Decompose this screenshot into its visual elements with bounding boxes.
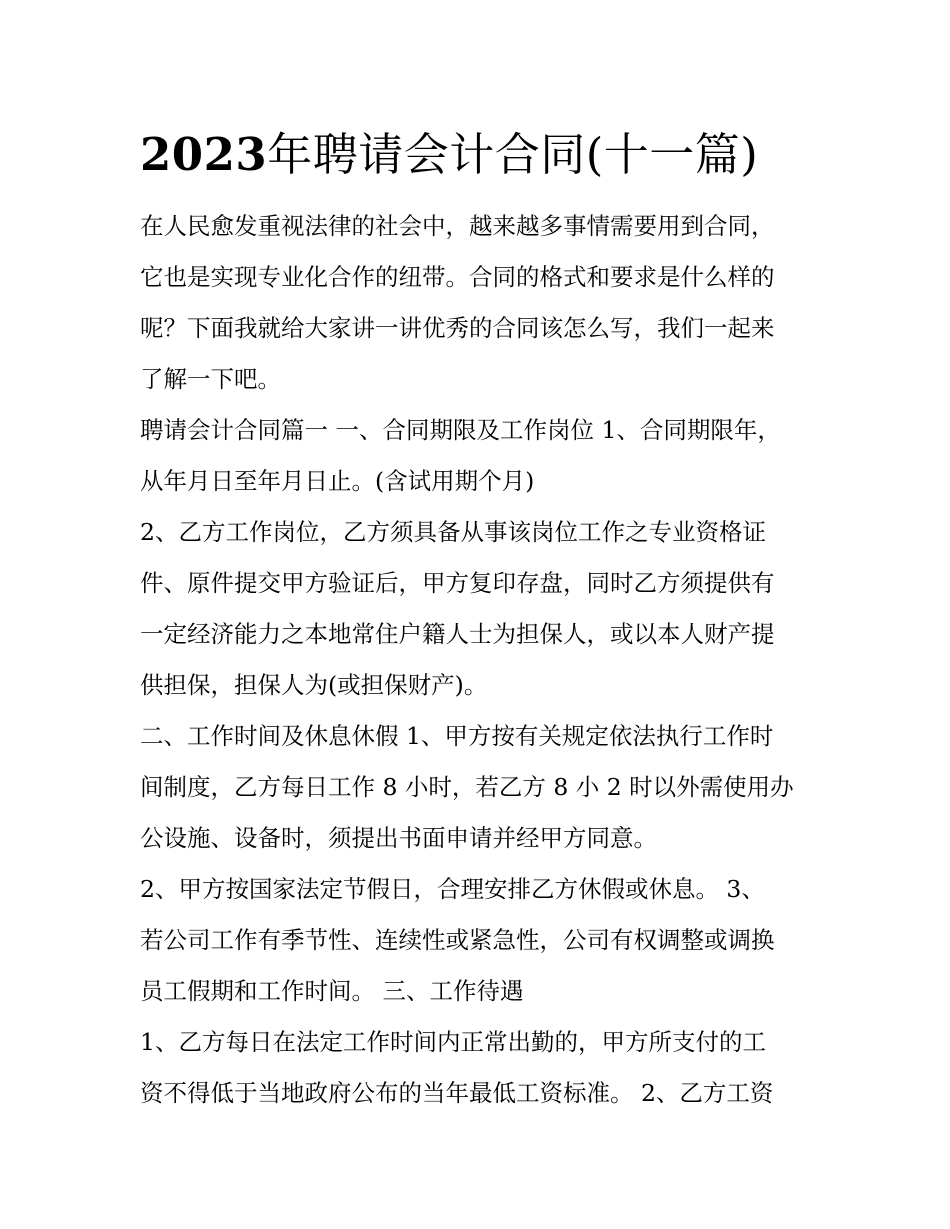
document-title <box>140 118 758 183</box>
text-line: 间制度，乙方每日工作 8 小时，若乙方 8 小 2 时以外需使用办 <box>140 773 794 801</box>
paragraph-intro <box>140 201 815 405</box>
text-line: 供担保，担保人为(或担保财产)。 <box>140 671 488 699</box>
text-line: 员工假期和工作时间。 三、工作待遇 <box>140 977 524 1005</box>
text-line: 2、甲方按国家法定节假日，合理安排乙方休假或休息。 3、 <box>140 875 765 903</box>
paragraph-job-position <box>140 507 815 711</box>
text-line: 2、乙方工作岗位，乙方须具备从事该岗位工作之专业资格证 <box>140 518 766 546</box>
text-line: 呢？下面我就给大家讲一讲优秀的合同该怎么写，我们一起来 <box>140 314 775 342</box>
text-line: 聘请会计合同篇一 一、合同期限及工作岗位 1、合同期限年， <box>140 416 781 444</box>
title-text: 年聘请会计合同(十一篇) <box>267 128 759 181</box>
text-line: 若公司工作有季节性、连续性或紧急性，公司有权调整或调换 <box>140 926 775 954</box>
title-year: 2023 <box>140 128 268 181</box>
text-line: 它也是实现专业化合作的纽带。合同的格式和要求是什么样的 <box>140 263 775 291</box>
paragraph-contract-term <box>140 405 815 507</box>
document-body <box>140 201 815 1119</box>
text-line: 从年月日至年月日止。(含试用期个月) <box>140 467 535 495</box>
paragraph-wages <box>140 1017 815 1119</box>
text-line: 1、乙方每日在法定工作时间内正常出勤的，甲方所支付的工 <box>140 1028 766 1056</box>
text-line: 二、工作时间及休息休假 1、甲方按有关规定依法执行工作时 <box>140 722 774 750</box>
text-line: 一定经济能力之本地常住户籍人士为担保人，或以本人财产提 <box>140 620 775 648</box>
text-line: 在人民愈发重视法律的社会中，越来越多事情需要用到合同， <box>140 212 775 240</box>
paragraph-working-hours <box>140 711 815 864</box>
text-line: 公设施、设备时，须提出书面申请并经甲方同意。 <box>140 824 657 852</box>
text-line: 了解一下吧。 <box>140 365 281 393</box>
paragraph-holidays <box>140 864 815 1017</box>
text-line: 资不得低于当地政府公布的当年最低工资标准。 2、乙方工资 <box>140 1079 774 1107</box>
text-line: 件、原件提交甲方验证后，甲方复印存盘，同时乙方须提供有 <box>140 569 775 597</box>
